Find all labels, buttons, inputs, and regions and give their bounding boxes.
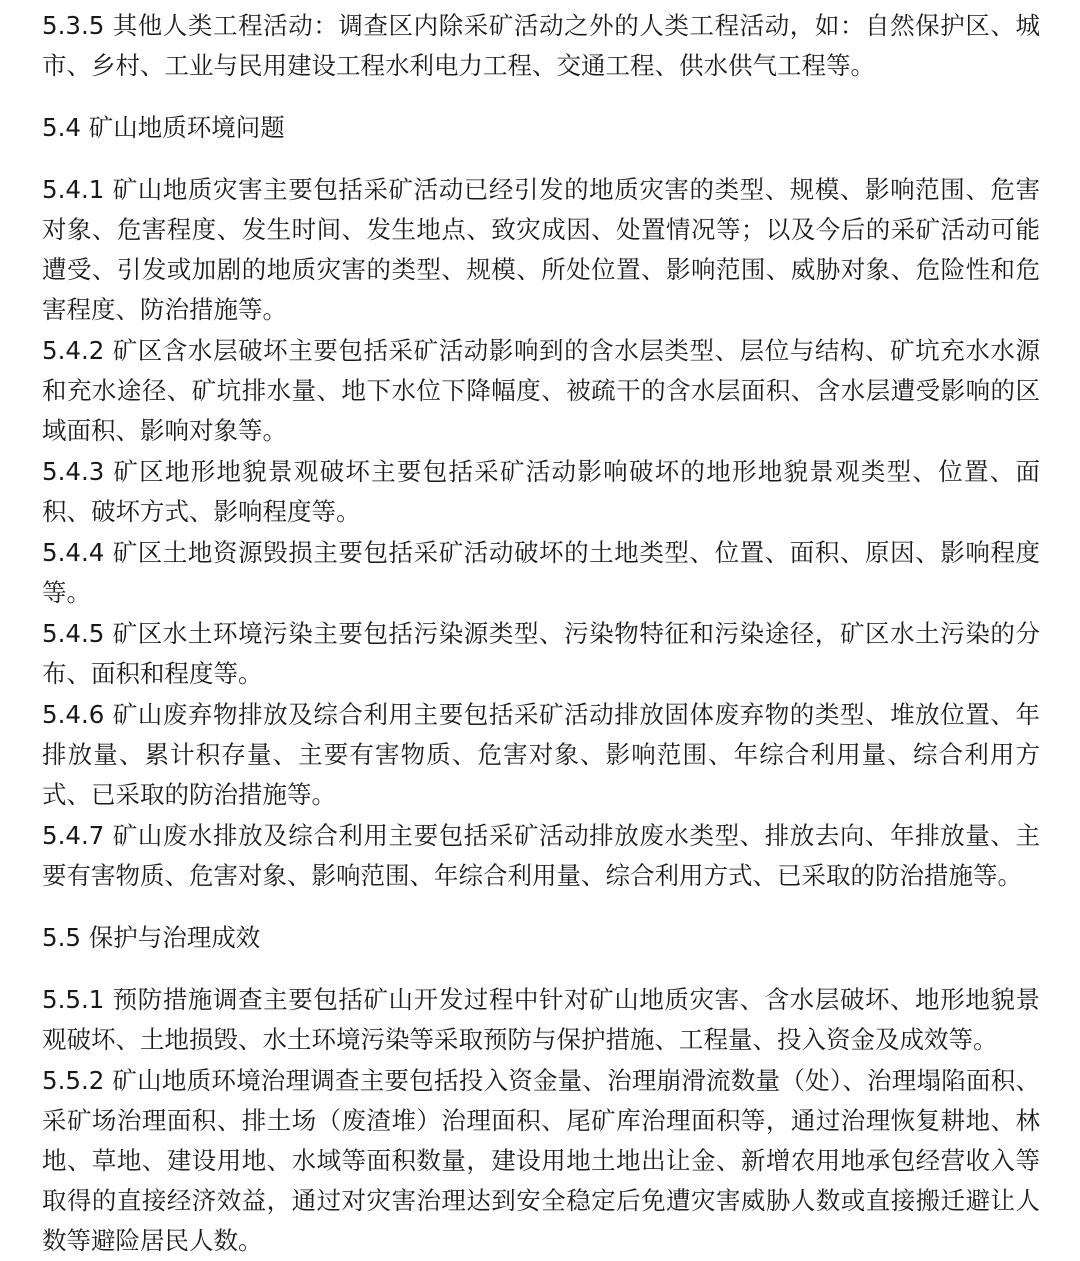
section-heading-5-4: 5.4 矿山地质环境问题 [42, 113, 285, 142]
paragraph-5-3-5: 5.3.5 其他人类工程活动：调查区内除采矿活动之外的人类工程活动，如：自然保护区、城市、乡村、工业与民用建设工程水利电力工程、交通工程、供水供气工程等。 [42, 11, 1040, 80]
paragraph-5-4-3: 5.4.3 矿区地形地貌景观破坏主要包括采矿活动影响破坏的地形地貌景观类型、位置、面积、破坏方式、影响程度等。 [42, 457, 1040, 526]
paragraph-5-5-1: 5.5.1 预防措施调查主要包括矿山开发过程中针对矿山地质灾害、含水层破坏、地形地貌景观破坏、土地损毁、水土环境污染等采取预防与保护措施、工程量、投入资金及成效等。 [42, 985, 1040, 1054]
paragraph-5-4-2: 5.4.2 矿区含水层破坏主要包括采矿活动影响到的含水层类型、层位与结构、矿坑充水水源和充水途径、矿坑排水量、地下水位下降幅度、被疏干的含水层面积、含水层遭受影响的区域面积、影响对象等。 [42, 336, 1040, 445]
paragraph-5-5-2: 5.5.2 矿山地质环境治理调查主要包括投入资金量、治理崩滑流数量（处）、治理塌陷面积、采矿场治理面积、排土场（废渣堆）治理面积、尾矿库治理面积等，通过治理恢复耕地、林地、草地、建设用地、水域等面积数量，建设用地土地出让金、新增农用地承包经营收入等取得的直接经济效益，通过对灾害治理达到安全稳定后免遭灾害威胁人数或直接搬迁避让人数等避险居民人数。 [42, 1066, 1040, 1255]
paragraph-5-4-7: 5.4.7 矿山废水排放及综合利用主要包括采矿活动排放废水类型、排放去向、年排放量、主要有害物质、危害对象、影响范围、年综合利用量、综合利用方式、已采取的防治措施等。 [42, 821, 1040, 890]
paragraph-5-4-1: 5.4.1 矿山地质灾害主要包括采矿活动已经引发的地质灾害的类型、规模、影响范围、危害对象、危害程度、发生时间、发生地点、致灾成因、处置情况等；以及今后的采矿活动可能遭受、引发或加剧的地质灾害的类型、规模、所处位置、影响范围、威胁对象、危险性和危害程度、防治措施等。 [42, 175, 1040, 324]
paragraph-5-4-5: 5.4.5 矿区水土环境污染主要包括污染源类型、污染物特征和污染途径，矿区水土污染的分布、面积和程度等。 [42, 619, 1040, 688]
paragraph-5-4-6: 5.4.6 矿山废弃物排放及综合利用主要包括采矿活动排放固体废弃物的类型、堆放位置、年排放量、累计积存量、主要有害物质、危害对象、影响范围、年综合利用量、综合利用方式、已采取的防治措施等。 [42, 700, 1040, 809]
paragraph-5-4-4: 5.4.4 矿区土地资源毁损主要包括采矿活动破坏的土地类型、位置、面积、原因、影响程度等。 [42, 538, 1040, 607]
section-heading-5-5: 5.5 保护与治理成效 [42, 923, 261, 952]
